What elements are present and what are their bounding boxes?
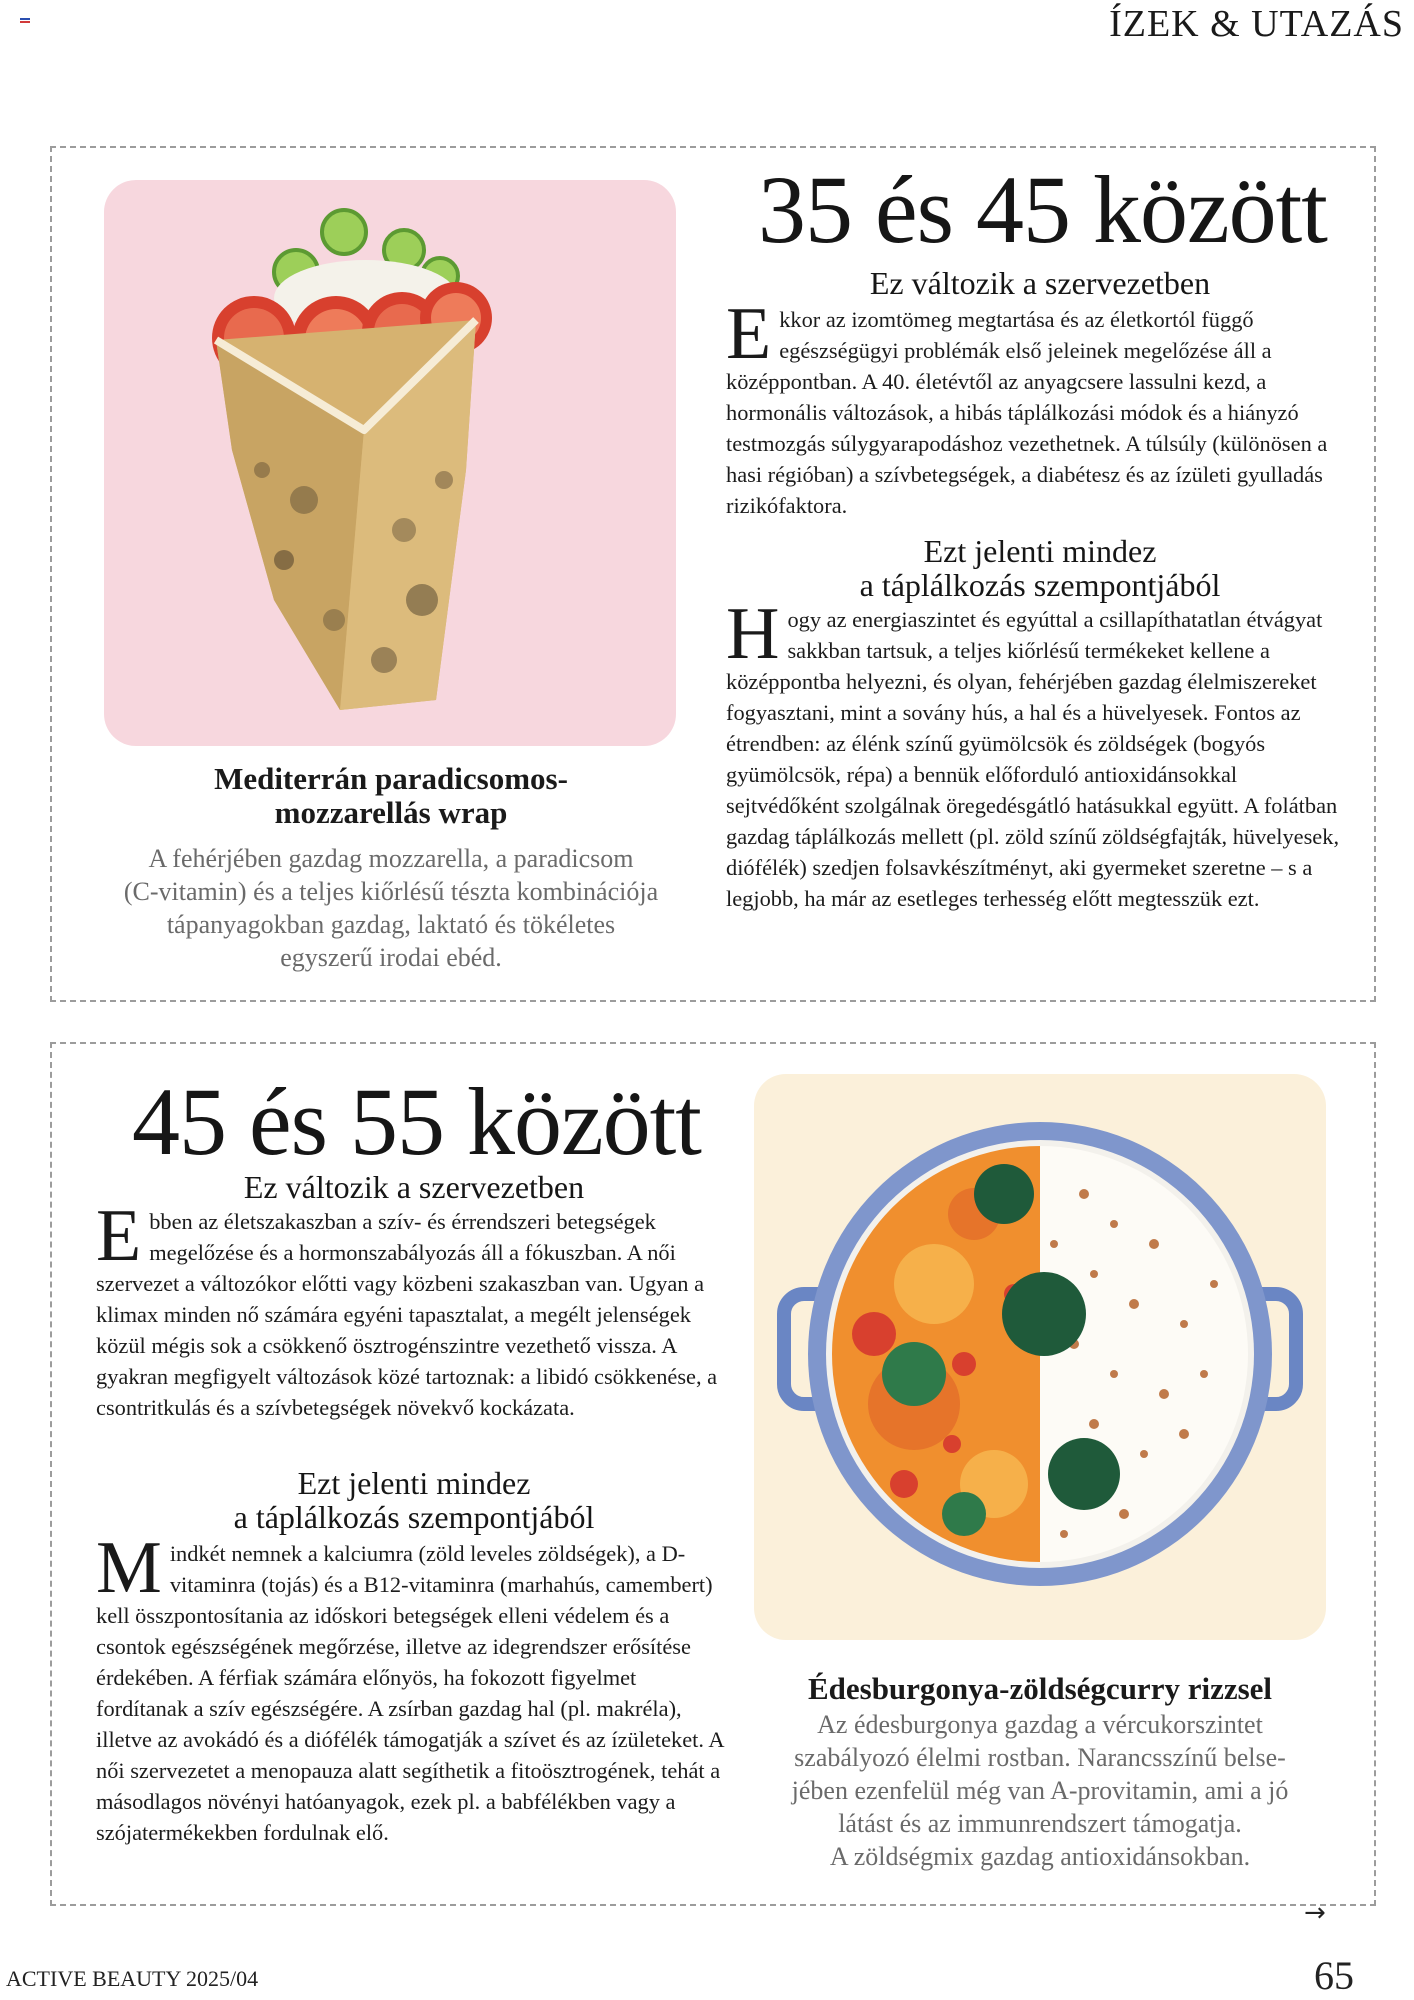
- paragraph-text: kkor az izomtömeg megtartása és az életkortól függő egészségügyi problémák első jeleinek megelőzése áll a középpontban. A 40. életévtől az anyagcsere lassulni kezd, a hormonális változások, a hibás táplálkozási módok és a hiányzó testmozgás súlygyarapodáshoz vezethetnek. A túlsúly (különösen a hasi régióban) a szívbetegségek, a diabétesz és az ízületi gyulladás rizikófaktora.: [726, 307, 1328, 518]
- corner-mark-icon: [20, 18, 30, 24]
- curry-illustration: [754, 1074, 1326, 1640]
- wrap-illustration: [104, 180, 676, 746]
- nutrition-paragraph: [96, 1527, 732, 1848]
- recipe-title-line: mozzarellás wrap: [274, 795, 508, 830]
- changes-paragraph: [726, 293, 1354, 521]
- magazine-issue: ACTIVE BEAUTY 2025/04: [6, 1966, 259, 1991]
- recipe-desc-line: látást és az immunrendszert támogatja.: [838, 1809, 1242, 1838]
- paragraph-text: ogy az energiaszintet és egyúttal a csillapíthatatlan étvágyat sakkban tartsuk, a teljes kiőrlésű termékeket kellene a középpontba helyezni, és olyan, fehérjében gazdag élelmiszereket fogyasztani, mint a sovány hús, a hal és a hüvelyesek. Fontos az étrendben: az élénk színű gyümölcsök és zöldségek (bogyós gyümölcsök, répa) a bennük előforduló antioxidánsokkal sejtvédőként szolgálnak öregedésgátló hatásukkal együtt. A folátban gazdag táplálkozás mellett (pl. zöld színű zöldségfajták, hüvelyesek, diófélék) szedjen folsavkészítményt, aki gyermeket szeretne – s a legjobb, ha már az esetleges terhesség előtt megtesszük ezt.: [726, 607, 1340, 911]
- nutrition-paragraph: [726, 593, 1354, 914]
- recipe-desc-line: tápanyagokban gazdag, laktató és tökéletes: [166, 910, 616, 939]
- recipe-desc-line: (C-vitamin) és a teljes kiőrlésű tészta kombinációja: [123, 877, 659, 906]
- recipe-title-line: Mediterrán paradicsomos-: [214, 761, 568, 796]
- nutrition-heading-line: Ezt jelenti mindez: [297, 1465, 531, 1501]
- recipe-desc-line: A fehérjében gazdag mozzarella, a paradicsom: [148, 844, 634, 873]
- recipe-description: [736, 1708, 1344, 1873]
- recipe-title: [96, 762, 686, 830]
- dropcap: H: [726, 593, 780, 675]
- page-number: 65: [1314, 1953, 1354, 1998]
- age-heading-45-55: 45 és 55 között: [132, 1068, 701, 1175]
- nutrition-heading-line: a táplálkozás szempontjából: [233, 1499, 595, 1535]
- recipe-desc-line: A zöldségmix gazdag antioxidánsokban.: [829, 1842, 1251, 1871]
- nutrition-heading: [726, 534, 1354, 602]
- changes-paragraph: [96, 1195, 732, 1423]
- nutrition-heading-line: Ezt jelenti mindez: [923, 533, 1157, 569]
- changes-heading: Ez változik a szervezetben: [869, 265, 1211, 301]
- nutrition-heading: [96, 1466, 732, 1534]
- arrow-right-icon[interactable]: →: [1304, 1898, 1326, 1928]
- recipe-desc-line: Az édesburgonya gazdag a vércukorszintet: [817, 1710, 1263, 1739]
- recipe-desc-line: jében ezenfelül még van A-provitamin, ami a jó: [791, 1776, 1289, 1805]
- recipe-desc-line: szabályozó élelmi rostban. Narancsszínű belse-: [794, 1743, 1286, 1772]
- paragraph-text: indkét nemnek a kalciumra (zöld leveles zöldségek), a D-vitaminra (tojás) és a B12-vitaminra (marhahús, camembert) kell összpontosítania az időskori betegségek elleni védelem és a csontok egészségének megőrzése, illetve az idegrendszer erősítése érdekében. A férfiak számára előnyös, ha fokozott figyelmet fordítanak a szív egészségére. A zsírban gazdag hal (pl. makréla), illetve az avokádó és a diófélék támogatják a szívet és az ízületeket. A női szervezetet a menopauza alatt segíthetik a fitoösztrogének, tehát a másodlagos növényi hatóanyagok, ezek pl. a babfélékben vagy a szójatermékekben fordulnak elő.: [96, 1541, 724, 1845]
- recipe-desc-line: egyszerű irodai ebéd.: [280, 943, 502, 972]
- dropcap: E: [726, 293, 772, 375]
- dropcap: E: [96, 1195, 142, 1277]
- age-heading-35-45: 35 és 45 között: [758, 156, 1327, 263]
- recipe-description: [78, 842, 704, 974]
- paragraph-text: bben az életszakaszban a szív- és érrendszeri betegségek megelőzése és a hormonszabályozás áll a fókuszban. A női szervezet a változókor előtti vagy közbeni szakaszban van. Ugyan a klimax minden nő számára egyéni tapasztalat, a megélt jelenségek közül mégis sok a csökkenő ösztrogénszintre vezethető vissza. A gyakran megfigyelt változások közé tartoznak: a libidó csökkenése, a csontritkulás és a szívbetegségek növekvő kockázata.: [96, 1209, 718, 1420]
- recipe-title: Édesburgonya-zöldségcurry rizzsel: [807, 1671, 1273, 1706]
- dropcap: M: [96, 1527, 162, 1609]
- changes-heading: Ez változik a szervezetben: [243, 1169, 585, 1205]
- section-label: ÍZEK & UTAZÁS: [1109, 3, 1404, 45]
- nutrition-heading-line: a táplálkozás szempontjából: [859, 567, 1221, 603]
